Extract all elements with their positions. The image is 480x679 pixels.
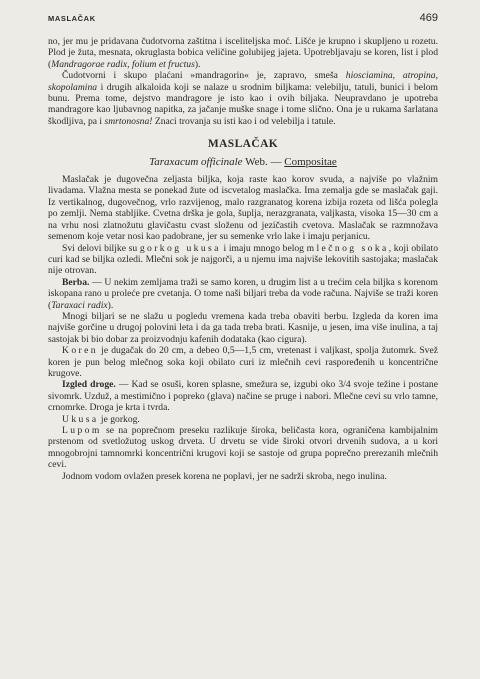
section-title: MASLAČAK [207, 138, 279, 151]
intro-paragraph-1 [48, 36, 438, 70]
text-run: Znaci trovanja su isti kao i od velebilja i tatule. [152, 115, 336, 127]
text-run: Čudotvorni i skupo plaćani »mandragorin« je, zapravo, smeša [62, 70, 346, 82]
paragraph-iodine-test: Jodnom vodom ovlažen presek korena ne poplavi, jer ne sadrži skroba, nego inulina. [62, 470, 387, 482]
emphasis-term: smrtonosna! [104, 115, 153, 127]
latin-name: Taraxacum officinale [149, 155, 243, 168]
alkaloid-names: hiosciamina, atropina, skopolamina [48, 70, 438, 93]
text-run: , koji obilato curi kad se biljka ozledi. Mlečni sok je najgorči, a u njemu ima najviše lekovitih sastojaka; maslačak nije otrovan. [48, 242, 439, 277]
spaced-term: Koren [62, 345, 98, 357]
paragraph-harvest [48, 277, 438, 311]
family-name: Compositae [284, 155, 337, 168]
bold-heading: Izgled droge. [62, 379, 116, 391]
author-abbrev: Web. — [242, 155, 285, 168]
spaced-term: mlečnog soka [306, 242, 389, 254]
page-body [48, 36, 438, 482]
running-header [48, 12, 438, 36]
text-run: i drugih alkaloida koji se nalaze u srodnim biljkama: velebilju, tatuli, bunici i belom bunu. Prema tome, dejstvo mandragore je isto kao i ovih biljaka. Neupravdano je upotreba mandragore kao ljubavnog napitka, za jačanje muške snage i tome slično. Ona je u rukama šarlatana škodljiva, pa i [48, 81, 438, 127]
text-run: se na poprečnom preseku razlikuje široka, beličasta kora, ograničena kambijalnim prstenom od svetložutog uskog drveta. U drvetu se vide široki otvori drvenih sudova, a u kori mnogobrojni tamnomrki koncentrični krugovi koji se sastoje od grupa poprečno prerezanih mlečnih cevi. [48, 425, 438, 471]
text-run: ). [107, 299, 114, 311]
text-run: i imaju mnogo belog [220, 242, 307, 254]
spaced-term: Lupom [62, 425, 102, 436]
paragraph-parts [48, 243, 438, 277]
paragraph-drug-appearance [48, 379, 438, 413]
page-number: 469 [419, 12, 438, 24]
running-title: MASLAČAK [48, 14, 96, 23]
text-run: je gorkog. [98, 413, 140, 425]
paragraph-harvest-timing: Mnogi biljari se ne slažu u pogledu vremena kada treba obaviti berbu. Izgleda da koren ima najviše gorčine u drugoj polovini leta i da ga tada treba brati. Kasnije, u jesen, ima više inulina, a taj sastojak bi bio dobar za proizvodnju kafenih dodataka (kao cigura). [48, 310, 438, 345]
latin-term: Mandragorae radix, folium et fructus [51, 58, 195, 70]
spaced-term: gorkog ukusa [139, 242, 221, 254]
latin-term: Taraxaci radix [51, 299, 108, 311]
bold-heading: Berba. [62, 276, 90, 288]
intro-paragraph-2 [48, 70, 438, 127]
text-run: no, jer mu je pridavana čudotvorna zaštitna i isceliteljska moć. Lišće je krupno i skupljeno u rozetu. Plod je žuta, mesnata, okruglasta bobica veličine golubijeg jajeta. Upotrebljavaju se koren, list i plod ( [48, 36, 438, 70]
paragraph-magnifier [48, 425, 438, 471]
paragraph-taste [48, 414, 438, 425]
text-run: — Kad se osuši, koren splasne, smežura se, izgubi oko 3/4 svoje težine i postane sivomrk. Uzduž, a mestimično i popreko (glava) načine se pruge i nabori. Mlečne cevi su vrlo tamne, crnomrke. Droga je krta i tvrda. [48, 379, 438, 414]
text-run: je dugačak do 20 cm, a debeo 0,5—1,5 cm, vretenast i valjkast, spolja žutomrk. Svež koren je pun belog mlečnog soka koji obilato curi iz mlečnih cevi raspoređenih u koncentrične krugove. [48, 345, 438, 379]
spaced-term: Ukusa [62, 413, 99, 425]
text-run: Svi delovi biljke su [62, 242, 140, 254]
paragraph-root [48, 345, 438, 379]
section-subtitle [48, 157, 438, 168]
text-run: ). [194, 58, 201, 70]
text-run: — U nekim zemljama traži se samo koren, u drugim list a u trećim cela biljka s korenom iskopana rano u proleće pre cvetanja. O tome naši biljari treba da vode računa. Najviše se traži koren ( [48, 276, 438, 311]
paragraph-description: Maslačak je dugovečna zeljasta biljka, koja raste kao korov svuda, a najviše po vlažnim livadama. Vlažna mesta se ponekad žute od iscvetalog maslačka. Ima zemalja gde se maslačak gaji. Iz vertikalnog, dugovečnog, vrlo razvijenog, malo razgranatog korena izbija rozeta od lišća polegla po zemlji. Nema stabljike. Cvetna drška je gola, šuplja, nerazgranata, valjkasta, visoka 15—30 cm a na vrhu nosi zlatnožutu glavičastu cvast složenu od jezičastih cvetova. Maslačak se razmnožava semenom koje vetar nosi kao padobrane, jer su semenke vrlo lake i imaju perjanicu. [48, 174, 438, 243]
